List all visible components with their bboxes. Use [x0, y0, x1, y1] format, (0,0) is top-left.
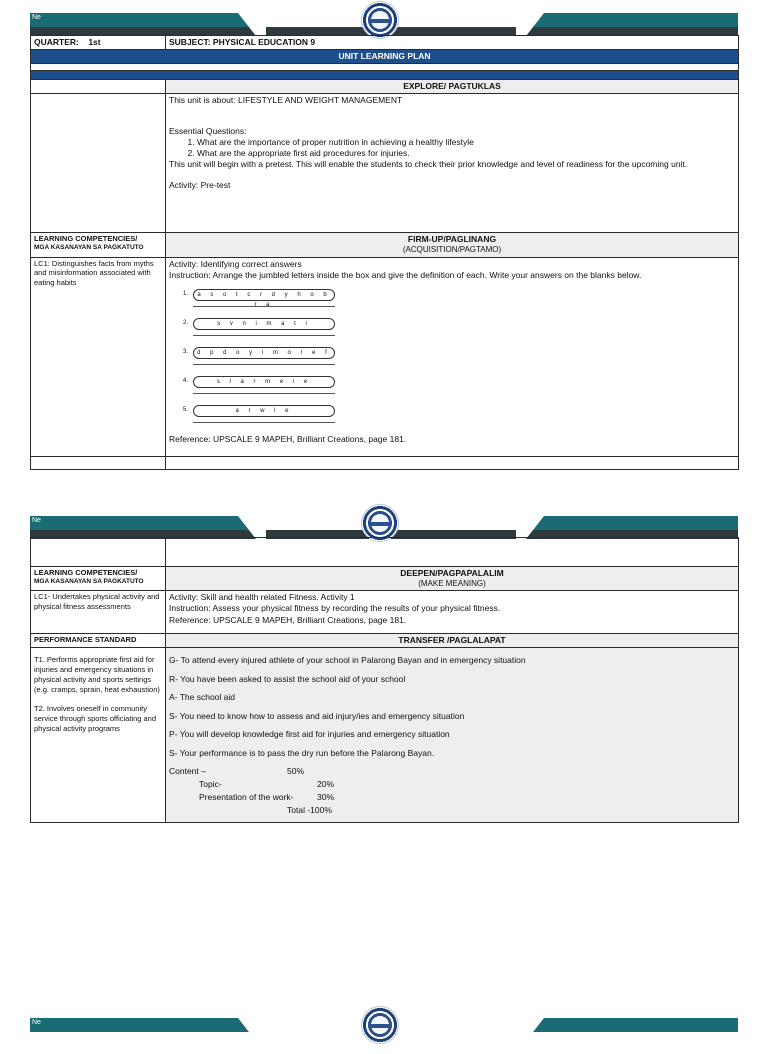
jumbled-number: 2. [183, 319, 189, 326]
explore-left-empty [31, 94, 166, 233]
answer-blank[interactable] [193, 335, 335, 336]
firmup-instruction: Instruction: Arrange the jumbled letters inside the box and give the definition of each. Write your answers on the blanks below. [169, 269, 642, 280]
grasps-situation: S- You need to know how to assess and aid injury/ies and emergency situation [169, 710, 465, 721]
rubric-topic-label: Topic- [199, 779, 222, 790]
quarter-row [31, 36, 739, 50]
grasps-role: R- You have been asked to assist the school aid of your school [169, 673, 406, 684]
rubric-content-value: 50% [287, 766, 305, 777]
unit-plan-table-1 [30, 35, 739, 470]
spacer-row [31, 64, 739, 71]
jumbled-letters-box: a s o t c r d y h o b r a [193, 289, 335, 301]
lc-heading: LEARNING COMPETENCIES/ [34, 234, 138, 244]
lc-heading-cell [31, 567, 166, 591]
ps-heading: PERFORMANCE STANDARD [31, 634, 166, 648]
page-header-3 [30, 1018, 738, 1054]
jumbled-number: 4. [183, 377, 189, 384]
deepen-instruction: Instruction: Assess your physical fitness by recording the results of your physical fitness. [169, 603, 501, 614]
school-seal-icon [361, 1006, 399, 1044]
firmup-activity: Activity: Identifying correct answers [169, 258, 302, 269]
explore-heading: EXPLORE/ PAGTUKLAS [166, 80, 739, 94]
transfer-content [166, 648, 739, 823]
jumbled-letters-box: s v n i m a t i [193, 318, 335, 330]
jumbled-item [169, 289, 735, 318]
header-tag: Ne [32, 517, 41, 524]
lc-subheading: MGA KASANAYAN SA PAGKATUTO [34, 243, 144, 251]
rubric-presentation-label: Presentation of the work- [199, 792, 294, 803]
explore-left-cell [31, 80, 166, 94]
essential-question: 1. What are the importance of proper nutrition in achieving a healthy lifestyle [197, 137, 735, 148]
rubric-content-label: Content – [169, 766, 206, 777]
deepen-subheading: (MAKE MEANING) [418, 579, 486, 589]
essential-question: 2. What are the appropriate first aid procedures for injuries. [197, 148, 735, 159]
explore-content [166, 94, 739, 233]
rubric-content-row [169, 766, 735, 779]
jumbled-item [169, 376, 735, 405]
pretest-activity: Activity: Pre-test [169, 180, 231, 191]
answer-blank[interactable] [193, 306, 335, 307]
jumbled-letters-box: s l a r m e i e [193, 376, 335, 388]
jumbled-number: 1. [183, 290, 189, 297]
deepen-reference: Reference: UPSCALE 9 MAPEH, Brilliant Creations, page 181. [169, 614, 407, 625]
footer-right-cell [166, 456, 739, 469]
rubric-total: Total -100% [287, 805, 332, 816]
footer-left-cell [31, 456, 166, 469]
rubric-presentation-row [169, 792, 735, 805]
jumbled-letters-box: d p d o y i m o r e f [193, 347, 335, 359]
firmup-heading-cell [166, 233, 739, 257]
unit-about: This unit is about: LIFESTYLE AND WEIGHT MANAGEMENT [169, 95, 403, 106]
rubric-presentation-value: 30% [317, 792, 335, 803]
grasps-audience: A- The school aid [169, 692, 235, 703]
unit-intro: This unit will begin with a pretest. This will enable the students to check their prior knowledge and level of readiness for the upcoming unit. [169, 159, 688, 170]
essential-questions-list [169, 137, 735, 159]
essential-questions-label: Essential Questions: [169, 126, 247, 137]
jumbled-number: 5. [183, 406, 189, 413]
answer-blank[interactable] [193, 364, 335, 365]
rubric-topic-value: 20% [317, 779, 335, 790]
firmup-content [166, 257, 739, 456]
deepen-content [166, 591, 739, 634]
rubric-total-row [169, 805, 735, 818]
jumbled-item [169, 318, 735, 347]
lc-subheading: MGA KASANAYAN SA PAGKATUTO [34, 577, 144, 585]
firmup-subheading: (ACQUISITION/PAGTAMO) [402, 245, 502, 255]
quarter-value: 1st [88, 37, 101, 47]
answer-blank[interactable] [193, 422, 335, 423]
blank-left-cell [31, 538, 166, 567]
grasps-product: P- You will develop knowledge first aid for injuries and emergency situation [169, 729, 450, 740]
quarter-label: QUARTER: [34, 37, 79, 47]
jumbled-item [169, 405, 735, 434]
quarter-cell [31, 36, 166, 50]
header-tag: Ne [32, 14, 41, 21]
jumbled-item [169, 347, 735, 376]
grasps-standard: S- Your performance is to pass the dry run before the Palarong Bayan. [169, 747, 435, 758]
grasps-goal: G- To attend every injured athlete of your school in Palarong Bayan and in emergency situation [169, 655, 526, 666]
jumbled-letters-box: a r w l e [193, 405, 335, 417]
blue-strip [31, 71, 739, 80]
firmup-reference: Reference: UPSCALE 9 MAPEH, Brilliant Creations, page 181. [169, 433, 407, 444]
lc1-cell: LC1- Undertakes physical activity and physical fitness assessments [31, 591, 166, 634]
subject-cell: SUBJECT: PHYSICAL EDUCATION 9 [166, 36, 739, 50]
t1-standard: T1. Performs appropriate first aid for injuries and emergency situations in physical activity and sports settings (e.g. cramps, sprain, heat exhaustion) [34, 655, 160, 694]
answer-blank[interactable] [193, 393, 335, 394]
rubric-topic-row [169, 779, 735, 792]
transfer-heading: TRANSFER /PAGLALAPAT [166, 634, 739, 648]
deepen-heading: DEEPEN/PAGPAPALALIM [400, 568, 504, 578]
performance-standard-cell [31, 648, 166, 823]
blank-right-cell [166, 538, 739, 567]
lc1-cell: LC1: Distinguishes facts from myths and misinformation associated with eating habits [31, 257, 166, 456]
t2-standard: T2. Involves oneself in community service through sports officiating and physical activity programs [34, 704, 157, 733]
deepen-activity: Activity: Skill and health related Fitness. Activity 1 [169, 592, 355, 603]
jumbled-number: 3. [183, 348, 189, 355]
lc-heading: LEARNING COMPETENCIES/ [34, 568, 138, 577]
deepen-heading-cell [166, 567, 739, 591]
header-tag: Ne [32, 1019, 41, 1026]
unit-plan-table-2 [30, 537, 739, 823]
firmup-heading: FIRM-UP/PAGLINANG [407, 234, 497, 245]
plan-title: UNIT LEARNING PLAN [31, 50, 739, 64]
school-seal-icon [361, 1, 399, 39]
lc-heading-cell [31, 233, 166, 257]
